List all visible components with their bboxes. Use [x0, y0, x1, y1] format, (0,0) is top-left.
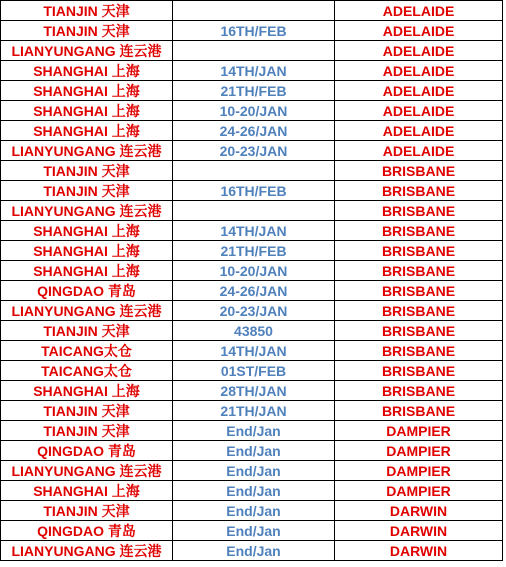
port-cell: SHANGHAI 上海: [1, 241, 173, 261]
destination-cell: DAMPIER: [335, 481, 503, 501]
destination-cell: BRISBANE: [335, 161, 503, 181]
table-row: [1, 221, 503, 241]
table-body: [1, 1, 503, 561]
destination-cell: BRISBANE: [335, 381, 503, 401]
date-cell: 21TH/JAN: [173, 401, 335, 421]
table-row: [1, 421, 503, 441]
port-cell: SHANGHAI 上海: [1, 221, 173, 241]
table-row: [1, 461, 503, 481]
table-row: [1, 501, 503, 521]
port-cell: LIANYUNGANG 连云港: [1, 541, 173, 561]
destination-cell: BRISBANE: [335, 301, 503, 321]
destination-cell: BRISBANE: [335, 341, 503, 361]
port-cell: TIANJIN 天津: [1, 181, 173, 201]
date-cell: 16TH/FEB: [173, 21, 335, 41]
port-cell: QINGDAO 青岛: [1, 441, 173, 461]
date-cell: [173, 201, 335, 221]
table-row: [1, 141, 503, 161]
port-cell: LIANYUNGANG 连云港: [1, 141, 173, 161]
date-cell: 24-26/JAN: [173, 121, 335, 141]
table-row: [1, 181, 503, 201]
table-row: [1, 1, 503, 21]
port-cell: SHANGHAI 上海: [1, 381, 173, 401]
table-row: [1, 61, 503, 81]
date-cell: [173, 41, 335, 61]
date-cell: 14TH/JAN: [173, 61, 335, 81]
table-row: [1, 521, 503, 541]
date-cell: 10-20/JAN: [173, 101, 335, 121]
destination-cell: BRISBANE: [335, 201, 503, 221]
port-cell: LIANYUNGANG 连云港: [1, 201, 173, 221]
destination-cell: ADELAIDE: [335, 121, 503, 141]
port-cell: LIANYUNGANG 连云港: [1, 41, 173, 61]
destination-cell: BRISBANE: [335, 281, 503, 301]
table-row: [1, 161, 503, 181]
destination-cell: ADELAIDE: [335, 61, 503, 81]
port-cell: TIANJIN 天津: [1, 161, 173, 181]
table-row: [1, 281, 503, 301]
table-row: [1, 321, 503, 341]
date-cell: End/Jan: [173, 421, 335, 441]
destination-cell: ADELAIDE: [335, 1, 503, 21]
table-row: [1, 261, 503, 281]
destination-cell: DAMPIER: [335, 461, 503, 481]
date-cell: 10-20/JAN: [173, 261, 335, 281]
date-cell: End/Jan: [173, 501, 335, 521]
destination-cell: DARWIN: [335, 541, 503, 561]
date-cell: 01ST/FEB: [173, 361, 335, 381]
date-cell: 14TH/JAN: [173, 221, 335, 241]
date-cell: 43850: [173, 321, 335, 341]
date-cell: 21TH/FEB: [173, 241, 335, 261]
destination-cell: DARWIN: [335, 521, 503, 541]
destination-cell: BRISBANE: [335, 221, 503, 241]
destination-cell: BRISBANE: [335, 181, 503, 201]
destination-cell: ADELAIDE: [335, 141, 503, 161]
table-row: [1, 301, 503, 321]
table-row: [1, 41, 503, 61]
table-row: [1, 401, 503, 421]
date-cell: End/Jan: [173, 541, 335, 561]
destination-cell: BRISBANE: [335, 321, 503, 341]
date-cell: End/Jan: [173, 461, 335, 481]
port-cell: QINGDAO 青岛: [1, 521, 173, 541]
port-cell: SHANGHAI 上海: [1, 481, 173, 501]
table-row: [1, 381, 503, 401]
port-cell: SHANGHAI 上海: [1, 61, 173, 81]
table-row: [1, 341, 503, 361]
destination-cell: BRISBANE: [335, 401, 503, 421]
port-cell: SHANGHAI 上海: [1, 121, 173, 141]
port-cell: LIANYUNGANG 连云港: [1, 461, 173, 481]
destination-cell: ADELAIDE: [335, 101, 503, 121]
port-cell: TIANJIN 天津: [1, 401, 173, 421]
table-row: [1, 201, 503, 221]
table-row: [1, 441, 503, 461]
date-cell: End/Jan: [173, 481, 335, 501]
table-row: [1, 361, 503, 381]
port-cell: LIANYUNGANG 连云港: [1, 301, 173, 321]
date-cell: End/Jan: [173, 441, 335, 461]
date-cell: 21TH/FEB: [173, 81, 335, 101]
port-cell: QINGDAO 青岛: [1, 281, 173, 301]
destination-cell: BRISBANE: [335, 261, 503, 281]
table-row: [1, 541, 503, 561]
port-cell: TIANJIN 天津: [1, 21, 173, 41]
table-row: [1, 81, 503, 101]
table-row: [1, 121, 503, 141]
destination-cell: BRISBANE: [335, 361, 503, 381]
date-cell: 24-26/JAN: [173, 281, 335, 301]
port-cell: SHANGHAI 上海: [1, 261, 173, 281]
destination-cell: DARWIN: [335, 501, 503, 521]
port-cell: TIANJIN 天津: [1, 501, 173, 521]
table-row: [1, 21, 503, 41]
destination-cell: ADELAIDE: [335, 21, 503, 41]
date-cell: 20-23/JAN: [173, 301, 335, 321]
table-row: [1, 481, 503, 501]
port-cell: TAICANG太仓: [1, 361, 173, 381]
table-row: [1, 101, 503, 121]
date-cell: 20-23/JAN: [173, 141, 335, 161]
table-row: [1, 241, 503, 261]
date-cell: [173, 1, 335, 21]
port-cell: TAICANG太仓: [1, 341, 173, 361]
destination-cell: ADELAIDE: [335, 81, 503, 101]
port-cell: TIANJIN 天津: [1, 1, 173, 21]
date-cell: 16TH/FEB: [173, 181, 335, 201]
destination-cell: BRISBANE: [335, 241, 503, 261]
date-cell: End/Jan: [173, 521, 335, 541]
date-cell: [173, 161, 335, 181]
destination-cell: DAMPIER: [335, 441, 503, 461]
port-cell: SHANGHAI 上海: [1, 81, 173, 101]
destination-cell: ADELAIDE: [335, 41, 503, 61]
port-cell: TIANJIN 天津: [1, 421, 173, 441]
destination-cell: DAMPIER: [335, 421, 503, 441]
port-cell: TIANJIN 天津: [1, 321, 173, 341]
date-cell: 14TH/JAN: [173, 341, 335, 361]
date-cell: 28TH/JAN: [173, 381, 335, 401]
port-cell: SHANGHAI 上海: [1, 101, 173, 121]
